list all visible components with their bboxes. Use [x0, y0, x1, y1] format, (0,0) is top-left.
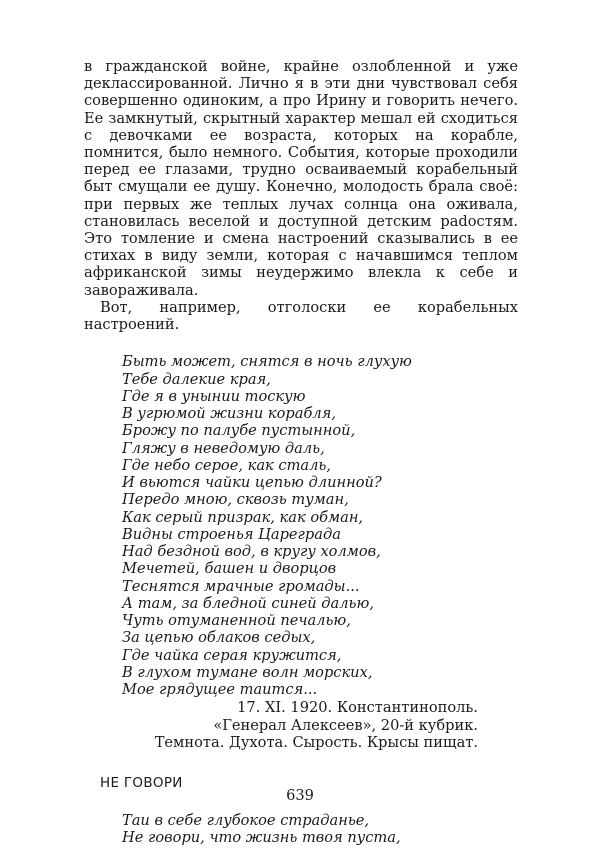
poem-line: Где чайка серая кружится,: [122, 646, 342, 664]
poem-line: Брожу по палубе пустынной,: [122, 422, 356, 440]
poem-line: А там, за бледной синей далью,: [122, 594, 374, 612]
prose-block: [84, 58, 518, 333]
poem-line: Мечетей, башен и дворцов: [122, 560, 337, 578]
page-number: 639: [286, 787, 314, 804]
poem-line: Быть может, снятся в ночь глухую: [122, 353, 412, 371]
poem-line: Как серый призрак, как обман,: [122, 508, 364, 526]
paragraph-1: в гражданской войне, крайне озлобленной и уже деклассированной. Лично я в эти дни чувствовал себя совершенно одиноким, а про Ирину и говорить нечего. Ее замкнутый, скрытный характер мешал ей сходиться с девочками ее возраста, которых на корабле, помнится, было немного. События, которые проходили перед ее глазами, трудно осваиваемый корабельный быт смущали ее душу. Конечно, молодость брала своё: при первых же теплых лучах солнца она оживала, становилась веселой и доступной детским раdостям. Это томление и смена настроений сказывались в ее стихах в виду земли, которая с начавшимся теплом африканской зимы неудержимо влекла к себе и завораживала.: [84, 58, 518, 299]
signature-location: «Генерал Алексеев», 20-й кубрик.: [213, 716, 478, 734]
poem-line: Мое грядущее таится...: [122, 681, 318, 698]
poem-line: За цепью облаков седых,: [122, 629, 316, 647]
poem-2: [122, 812, 518, 847]
poem-signature: [84, 699, 518, 752]
poem-line: Теснятся мрачные громады...: [122, 577, 360, 595]
poem-line: Тебе далекие края,: [122, 370, 271, 388]
signature-date-place: 17. XI. 1920. Константинополь.: [237, 699, 478, 717]
poem-line: Не говори, что жизнь твоя пуста,: [122, 829, 401, 846]
poem-line: Над бездной вод, в кругу холмов,: [122, 543, 381, 560]
poem-line: Передо мною, сквозь туман,: [122, 491, 349, 509]
poem-line: Видны строенья Цареграда: [122, 525, 341, 543]
poem-line: В глухом тумане волн морских,: [122, 663, 373, 681]
section-title: НЕ ГОВОРИ: [100, 774, 183, 791]
poem-line: Где я в унынии тоскую: [122, 387, 306, 405]
paragraph-2: Вот, например, отголоски ее корабельных настроений.: [84, 298, 518, 334]
page-content: [84, 58, 518, 846]
poem-line: В угрюмой жизни корабля,: [122, 405, 336, 422]
poem-line: Гляжу в неведомую даль,: [122, 439, 325, 457]
signature-conditions: Темнота. Духота. Сырость. Крысы пищат.: [154, 734, 478, 752]
poem-line: Чуть отуманенной печалью,: [122, 612, 351, 629]
poem-line: Таи в себе глубокое страданье,: [122, 811, 370, 829]
poem-1: [122, 353, 518, 698]
poem-line: Где небо серое, как сталь,: [122, 456, 331, 474]
poem-line: И вьются чайки цепью длинной?: [122, 474, 382, 491]
